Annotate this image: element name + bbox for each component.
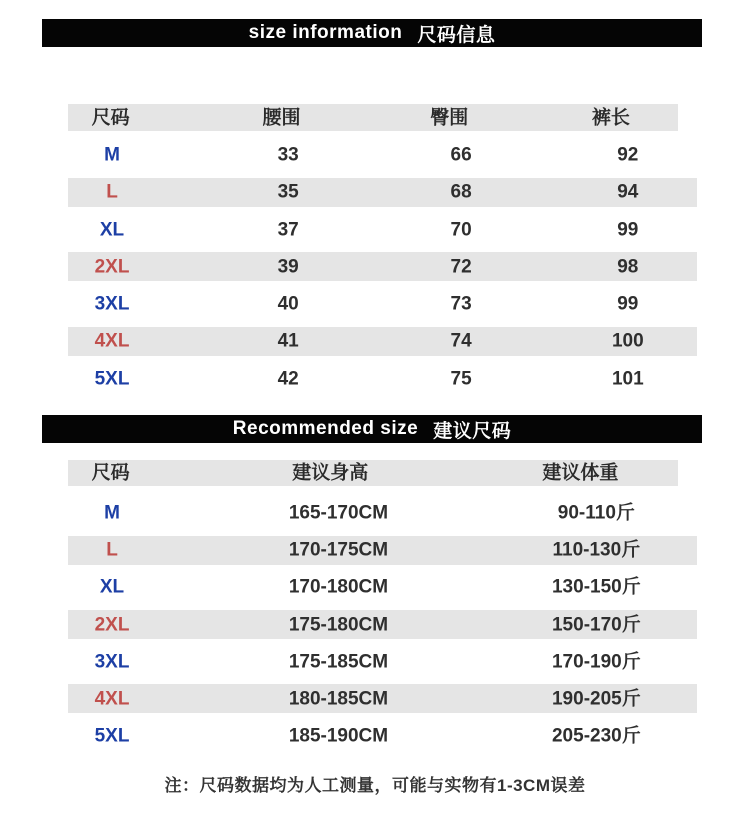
banner-title-en: size information — [248, 22, 403, 43]
height-cell: 170-175CM — [288, 539, 389, 561]
hip-cell: 75 — [450, 368, 472, 390]
weight-cell: 110-130斤 — [552, 539, 641, 561]
size-cell: 4XL — [94, 330, 130, 352]
banner-title-en: Recommended size — [232, 418, 419, 439]
weight-cell: 190-205斤 — [551, 688, 641, 710]
hip-cell: 68 — [450, 181, 472, 203]
size-cell: 2XL — [94, 256, 130, 278]
waist-cell: 33 — [277, 144, 299, 166]
measurement-disclaimer-note: 注：尺码数据均为人工测量，可能与实物有1-3CM误差 — [164, 776, 586, 795]
size-cell: 3XL — [94, 293, 130, 315]
table-header-row — [68, 104, 678, 131]
size-cell: M — [104, 144, 120, 166]
height-cell: 180-185CM — [288, 688, 389, 710]
table-row — [68, 290, 697, 319]
table-row — [68, 684, 697, 713]
header-cell-length: 裤长 — [591, 107, 630, 128]
waist-cell: 41 — [277, 330, 299, 352]
size-measurements-table — [68, 104, 697, 393]
header-cell-hip: 臀围 — [430, 107, 469, 128]
height-cell: 185-190CM — [288, 725, 389, 747]
weight-cell: 170-190斤 — [551, 651, 641, 673]
weight-cell: 90-110斤 — [557, 502, 635, 524]
waist-cell: 42 — [277, 368, 299, 390]
banner-title-zh: 建议尺码 — [433, 420, 512, 442]
length-cell: 101 — [611, 368, 644, 390]
table-row — [68, 364, 697, 393]
size-cell: 3XL — [94, 651, 130, 673]
recommended-size-table — [68, 460, 697, 751]
hip-cell: 72 — [450, 256, 472, 278]
table-row — [68, 178, 697, 207]
height-cell: 165-170CM — [288, 502, 389, 524]
size-cell: M — [104, 502, 120, 524]
table-body — [68, 499, 697, 751]
header-cell-size: 尺码 — [91, 107, 130, 128]
recommended-size-banner — [42, 415, 702, 443]
size-cell: 5XL — [94, 368, 130, 390]
length-cell: 99 — [617, 293, 639, 315]
waist-cell: 39 — [277, 256, 299, 278]
weight-cell: 205-230斤 — [551, 725, 641, 747]
header-cell-height: 建议身高 — [292, 462, 369, 484]
table-body — [68, 141, 697, 394]
length-cell: 100 — [611, 330, 644, 352]
table-row — [68, 722, 697, 751]
table-row — [68, 610, 697, 639]
waist-cell: 37 — [277, 219, 299, 241]
hip-cell: 70 — [450, 219, 472, 241]
waist-cell: 40 — [277, 293, 299, 315]
weight-cell: 150-170斤 — [551, 614, 641, 636]
table-row — [68, 536, 697, 565]
height-cell: 175-180CM — [288, 614, 389, 636]
height-cell: 170-180CM — [288, 576, 389, 598]
size-cell: L — [106, 539, 118, 561]
size-cell: L — [106, 181, 118, 203]
header-cell-weight: 建议体重 — [542, 462, 619, 484]
waist-cell: 35 — [277, 181, 299, 203]
height-cell: 175-185CM — [288, 651, 389, 673]
weight-cell: 130-150斤 — [551, 576, 641, 598]
hip-cell: 66 — [450, 144, 472, 166]
hip-cell: 73 — [450, 293, 472, 315]
table-row — [68, 499, 697, 528]
table-row — [68, 252, 697, 281]
table-header-row — [68, 460, 678, 486]
table-row — [68, 573, 697, 602]
size-information-banner — [42, 19, 702, 47]
size-cell: 4XL — [94, 688, 130, 710]
size-cell: 5XL — [94, 725, 130, 747]
hip-cell: 74 — [450, 330, 472, 352]
size-cell: XL — [99, 219, 125, 241]
table-row — [68, 647, 697, 676]
length-cell: 98 — [617, 256, 639, 278]
header-cell-size: 尺码 — [91, 462, 130, 484]
table-row — [68, 327, 697, 356]
size-cell: 2XL — [94, 614, 130, 636]
banner-title-zh: 尺码信息 — [417, 24, 496, 46]
table-row — [68, 141, 697, 170]
length-cell: 99 — [617, 219, 639, 241]
header-cell-waist: 腰围 — [262, 107, 301, 128]
size-cell: XL — [99, 576, 125, 598]
length-cell: 94 — [617, 181, 639, 203]
length-cell: 92 — [617, 144, 639, 166]
table-row — [68, 215, 697, 244]
